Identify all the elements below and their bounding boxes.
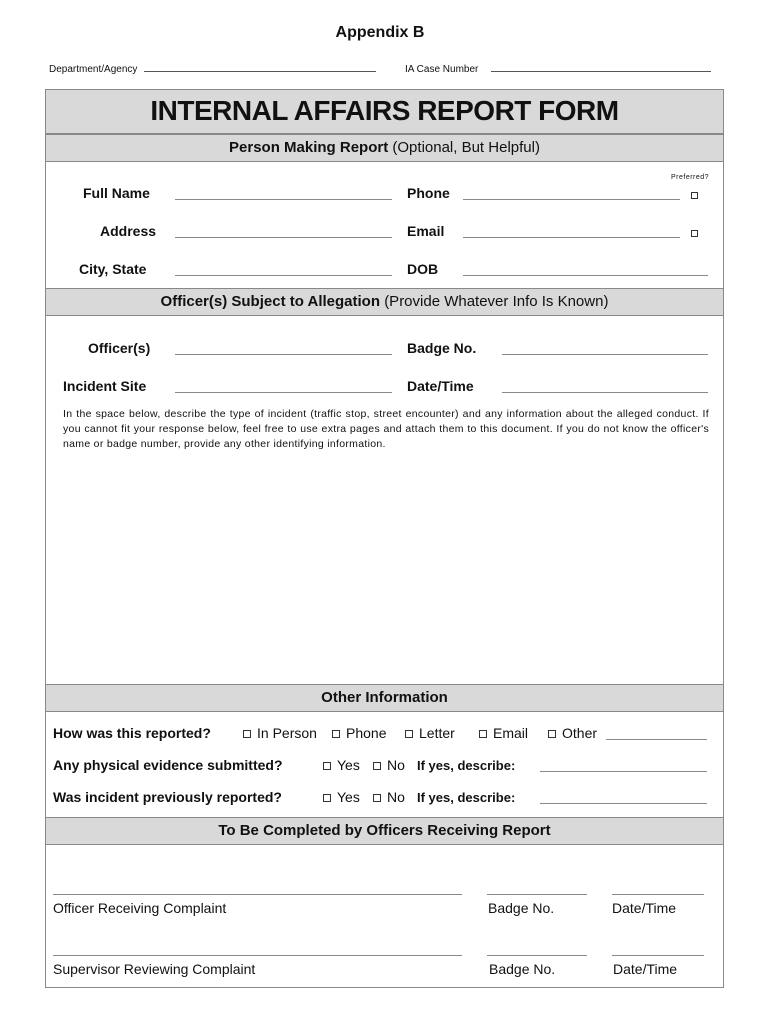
previously-reported-label: Was incident previously reported? xyxy=(53,789,282,805)
checkbox[interactable] xyxy=(323,794,331,802)
phone-label: Phone xyxy=(407,185,450,201)
option-label: Email xyxy=(493,725,529,741)
officer-date-line[interactable] xyxy=(612,894,704,895)
supervisor-badge-line[interactable] xyxy=(487,955,587,956)
incident-instructions: In the space below, describe the type of incident (traffic stop, street encounter) and any information about the alleged conduct. If you cannot fit your response below, feel free to use extra pages and attach them to this document. If you do not know the officer's name or badge number, provide any other identifying information. xyxy=(63,408,709,450)
phone-preferred-checkbox[interactable] xyxy=(691,192,698,199)
if-yes-label: If yes, describe: xyxy=(417,790,516,805)
address-input[interactable] xyxy=(175,237,392,238)
officers-input[interactable] xyxy=(175,354,392,355)
section-note: (Provide Whatever Info Is Known) xyxy=(384,293,609,310)
checkbox[interactable] xyxy=(243,730,251,738)
section-heading: Person Making Report xyxy=(229,139,389,156)
phone-input[interactable] xyxy=(463,199,680,200)
officer-receiving-signature-line[interactable] xyxy=(53,894,462,895)
checkbox[interactable] xyxy=(323,762,331,770)
no-label: No xyxy=(387,789,405,805)
option-label: In Person xyxy=(257,725,317,741)
section-heading: Officer(s) Subject to Allegation xyxy=(160,293,381,310)
option-other[interactable] xyxy=(548,725,597,741)
full-name-input[interactable] xyxy=(175,199,392,200)
option-in-person[interactable] xyxy=(243,725,317,741)
how-reported-question xyxy=(53,725,211,741)
address-label: Address xyxy=(100,223,157,239)
evidence-if-yes xyxy=(417,758,515,773)
option-label: Other xyxy=(562,725,598,741)
section-person-making-report xyxy=(46,134,723,162)
checkbox[interactable] xyxy=(479,730,487,738)
officer-badge-label: Badge No. xyxy=(488,900,555,916)
date-time-label: Date/Time xyxy=(407,378,474,394)
department-field xyxy=(49,62,376,75)
badge-no-label: Badge No. xyxy=(407,340,477,356)
department-input[interactable] xyxy=(144,62,376,72)
department-label: Department/Agency xyxy=(49,64,138,75)
supervisor-reviewing-label: Supervisor Reviewing Complaint xyxy=(53,961,256,977)
option-label: Letter xyxy=(419,725,455,741)
section-other-information: Other Information xyxy=(46,684,723,712)
officer-date-label: Date/Time xyxy=(612,900,677,916)
email-input[interactable] xyxy=(463,237,680,238)
checkbox[interactable] xyxy=(405,730,413,738)
option-label: Phone xyxy=(346,725,387,741)
previously-no[interactable] xyxy=(373,789,405,805)
option-letter[interactable] xyxy=(405,725,455,741)
no-label: No xyxy=(387,757,405,773)
checkbox[interactable] xyxy=(332,730,340,738)
case-number-field xyxy=(405,62,711,75)
case-number-label: IA Case Number xyxy=(405,64,479,75)
evidence-label: Any physical evidence submitted? xyxy=(53,757,283,773)
email-preferred-checkbox[interactable] xyxy=(691,230,698,237)
city-state-input[interactable] xyxy=(175,275,392,276)
yes-label: Yes xyxy=(337,757,360,773)
form-title: INTERNAL AFFAIRS REPORT FORM xyxy=(46,90,723,134)
option-email[interactable] xyxy=(479,725,528,741)
date-time-input[interactable] xyxy=(502,392,708,393)
evidence-describe-input[interactable] xyxy=(540,771,707,772)
case-number-input[interactable] xyxy=(491,62,711,72)
option-phone[interactable] xyxy=(332,725,386,741)
city-state-label: City, State xyxy=(79,261,147,277)
previously-if-yes xyxy=(417,790,515,805)
preferred-label: Preferred? xyxy=(671,174,710,181)
section-note: (Optional, But Helpful) xyxy=(392,139,540,156)
previously-describe-input[interactable] xyxy=(540,803,707,804)
checkbox[interactable] xyxy=(373,794,381,802)
officers-label: Officer(s) xyxy=(88,340,151,356)
incident-site-input[interactable] xyxy=(175,392,392,393)
report-form xyxy=(45,89,724,988)
dob-input[interactable] xyxy=(463,275,708,276)
badge-no-input[interactable] xyxy=(502,354,708,355)
supervisor-badge-label: Badge No. xyxy=(489,961,556,977)
supervisor-date-label: Date/Time xyxy=(613,961,678,977)
checkbox[interactable] xyxy=(373,762,381,770)
supervisor-date-line[interactable] xyxy=(612,955,704,956)
officer-badge-line[interactable] xyxy=(487,894,587,895)
evidence-question xyxy=(53,757,283,773)
if-yes-label: If yes, describe: xyxy=(417,758,516,773)
evidence-yes[interactable] xyxy=(323,757,360,773)
supervisor-signature-line[interactable] xyxy=(53,955,462,956)
previously-reported-question xyxy=(53,789,282,805)
evidence-no[interactable] xyxy=(373,757,405,773)
appendix-heading: Appendix B xyxy=(335,24,425,41)
incident-description-area[interactable] xyxy=(47,458,723,682)
officer-receiving-label: Officer Receiving Complaint xyxy=(53,900,227,916)
section-officers-subject xyxy=(46,288,723,316)
how-reported-label: How was this reported? xyxy=(53,725,211,741)
full-name-label: Full Name xyxy=(83,185,150,201)
incident-site-label: Incident Site xyxy=(63,378,147,394)
other-method-input[interactable] xyxy=(606,739,707,740)
previously-yes[interactable] xyxy=(323,789,360,805)
dob-label: DOB xyxy=(407,261,439,277)
section-officers-receiving: To Be Completed by Officers Receiving Report xyxy=(46,817,723,845)
email-label: Email xyxy=(407,223,445,239)
yes-label: Yes xyxy=(337,789,360,805)
checkbox[interactable] xyxy=(548,730,556,738)
